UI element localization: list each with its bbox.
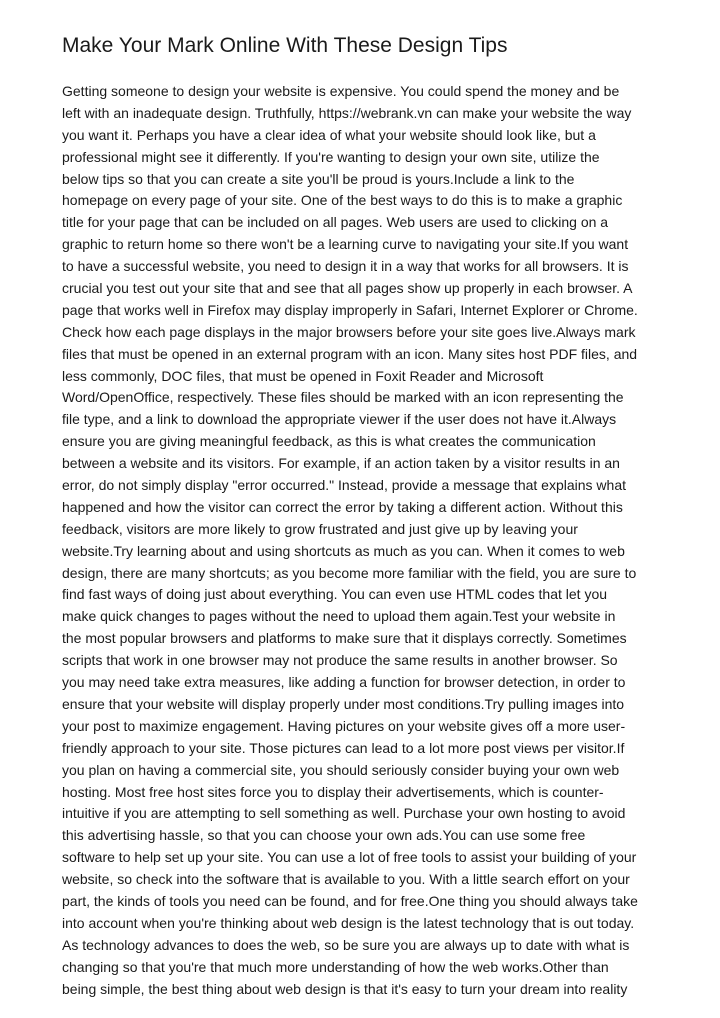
body-line: below tips so that you can create a site you'll be proud is yours.Include a link to the [62,170,575,187]
body-line: website, so check into the software that is available to you. With a little search effort on your [62,871,630,888]
document-title: Make Your Mark Online With These Design Tips [62,34,508,57]
body-line: file type, and a link to download the appropriate viewer if the user does not have it.Always [62,411,617,428]
body-line: friendly approach to your site. Those pictures can lead to a lot more post views per visitor.If [62,739,625,756]
body-line: being simple, the best thing about web design is that it's easy to turn your dream into reality [62,980,628,997]
body-line: design, there are many shortcuts; as you become more familiar with the field, you are sure to [62,564,637,581]
body-line: part, the kinds of tools you need can be found, and for free.One thing you should always take [62,892,638,909]
body-line: title for your page that can be included on all pages. Web users are used to clicking on a [62,214,609,231]
body-line: intuitive if you are attempting to sell something as well. Purchase your own hosting to avoid [62,805,626,822]
body-line: files that must be opened in an external program with an icon. Many sites host PDF files, and [62,345,638,362]
body-line: graphic to return home so there won't be a learning curve to navigating your site.If you want [62,236,629,253]
body-line: software to help set up your site. You can use a lot of free tools to assist your building of your [62,849,637,866]
body-line: left with an inadequate design. Truthfully, https://webrank.vn can make your website the way [62,104,632,121]
body-line: you want it. Perhaps you have a clear idea of what your website should look like, but a [62,126,596,143]
body-line: into account when you're thinking about web design is the latest technology that is out today. [62,914,635,931]
body-line: Word/OpenOffice, respectively. These files should be marked with an icon representing the [62,389,624,406]
body-line: As technology advances to does the web, so be sure you are always up to date with what is [62,936,630,953]
body-line: this advertising hassle, so that you can choose your own ads.You can use some free [62,827,586,844]
body-line: page that works well in Firefox may display improperly in Safari, Internet Explorer or Chrome. [62,301,638,318]
body-line: professional might see it differently. If you're wanting to design your own site, utilize the [62,148,600,165]
body-line: you plan on having a commercial site, you should seriously consider buying your own web [62,761,620,778]
body-line: error, do not simply display "error occurred." Instead, provide a message that explains what [62,477,626,494]
body-line: less commonly, DOC files, that must be opened in Foxit Reader and Microsoft [62,367,544,384]
body-line: homepage on every page of your site. One of the best ways to do this is to make a graphic [62,192,623,209]
document-body [62,81,662,1000]
body-line: find fast ways of doing just about everything. You can even use HTML codes that let you [62,586,608,603]
body-line: ensure that your website will display properly under most conditions.Try pulling images into [62,695,625,712]
body-line: changing so that you're that much more understanding of how the web works.Other than [62,958,609,975]
body-line: you may need take extra measures, like adding a function for browser detection, in order to [62,674,626,691]
body-line: ensure you are giving meaningful feedback, as this is what creates the communication [62,433,596,450]
body-line: to have a successful website, you need to design it in a way that works for all browsers. It is [62,258,629,275]
body-line: your post to maximize engagement. Having pictures on your website gives off a more user- [62,717,626,734]
body-line: scripts that work in one browser may not produce the same results in another browser. So [62,652,618,669]
body-line: hosting. Most free host sites force you to display their advertisements, which is counter- [62,783,604,800]
body-line: happened and how the visitor can correct the error by taking a different action. Without this [62,498,623,515]
body-line: make quick changes to pages without the need to upload them again.Test your website in [62,608,616,625]
body-line: the most popular browsers and platforms to make sure that it displays correctly. Sometimes [62,630,627,647]
body-line: Getting someone to design your website is expensive. You could spend the money and be [62,83,620,99]
body-line: crucial you test out your site that and see that all pages show up properly in each browser. A [62,280,633,297]
body-line: between a website and its visitors. For example, if an action taken by a visitor results in an [62,455,620,472]
body-line: Check how each page displays in the major browsers before your site goes live.Always mark [62,323,636,340]
body-line: website.Try learning about and using shortcuts as much as you can. When it comes to web [62,542,625,559]
body-line: feedback, visitors are more likely to grow frustrated and just give up by leaving your [62,520,578,537]
